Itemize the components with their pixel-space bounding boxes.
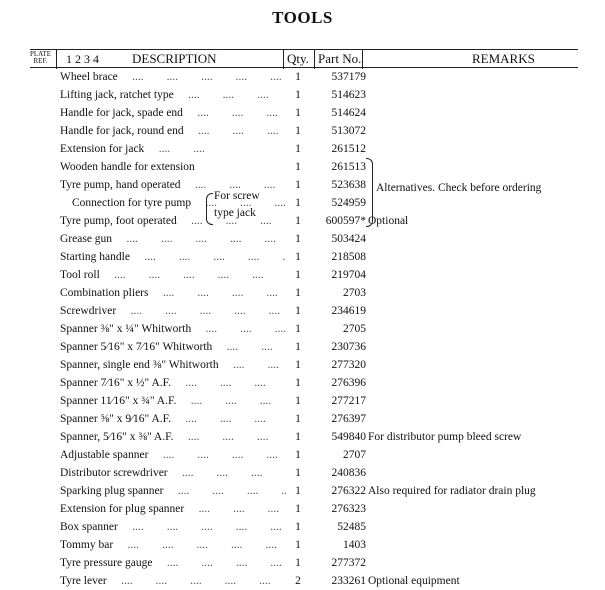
row-qty: 1 [295,341,301,353]
row-part-no: 537179 [331,71,366,83]
row-description: Tommy bar .... [60,536,286,554]
row-description: Box spanner .... [60,518,286,536]
row-qty: 1 [295,431,301,443]
row-part-no: 503424 [331,233,366,245]
alternatives-brace [366,158,373,227]
row-description: Spanner 11⁄16" x ¾" A.F. .... [60,392,286,410]
row-qty: 1 [295,143,301,155]
row-part-no: 1403 [343,539,366,551]
row-part-no: 514624 [331,107,366,119]
row-description: Spanner, single end ⅜" Whitworth .... [60,356,290,374]
table-row [0,284,605,302]
description-header: DESCRIPTION [132,51,217,66]
row-description: Lifting jack, ratchet type .... [60,86,286,104]
row-part-no: 261513 [331,161,366,173]
row-part-no: 549840 [331,431,366,443]
row-qty: 1 [295,377,301,389]
row-part-no: 52485 [337,521,366,533]
table-row [0,140,605,158]
row-part-no: 277217 [331,395,366,407]
row-part-no: 261512 [331,143,366,155]
remarks-header: REMARKS [472,51,535,66]
row-description: Handle for jack, round end .... [60,122,286,140]
header-divider-part [362,49,363,69]
row-part-no: 523638 [331,179,366,191]
row-description: Connection for tyre pump .... [72,194,286,212]
row-description: Spanner 7⁄16" x ½" A.F. .... [60,374,286,392]
row-part-no: 219704 [331,269,366,281]
row-description: Combination pliers .... [60,284,286,302]
table-row [0,320,605,338]
row-qty: 1 [295,89,301,101]
row-description: Tyre lever .... [60,572,286,590]
table-row [0,158,605,176]
row-description: Tyre pump, foot operated .... [60,212,286,230]
row-qty: 1 [295,269,301,281]
row-description: Screwdriver .... [60,302,286,320]
row-qty: 1 [295,413,301,425]
row-qty: 1 [295,359,301,371]
row-qty: 2 [295,575,301,587]
parts-table-body [0,68,605,590]
row-part-no: 513072 [331,125,366,137]
row-part-no: 218508 [331,251,366,263]
row-part-no: 2703 [343,287,366,299]
row-qty: 1 [295,467,301,479]
page-title: TOOLS [272,8,333,27]
row-remark: For distributor pump bleed screw [368,431,522,443]
table-row [0,248,605,266]
table-row [0,446,605,464]
row-description: Extension for plug spanner .... [60,500,286,518]
table-row [0,482,605,500]
row-part-no: 514623 [331,89,366,101]
row-description: Adjustable spanner .... [60,446,286,464]
row-part-no: 524959 [331,197,366,209]
table-row [0,266,605,284]
table-row [0,536,605,554]
table-row [0,230,605,248]
row-description: Spanner ⅝" x 9⁄16" A.F. .... [60,410,286,428]
row-qty: 1 [295,323,301,335]
row-qty: 1 [295,107,301,119]
table-row [0,374,605,392]
row-description: Spanner ⅜" x ¼" Whitworth .... [60,320,290,338]
row-qty: 1 [295,395,301,407]
table-row [0,464,605,482]
column-numbers: 1 2 3 4 [66,52,99,66]
row-remark: Also required for radiator drain plug [368,485,536,497]
row-qty: 1 [295,71,301,83]
for-screw-note: For screw [214,190,260,202]
row-qty: 1 [295,251,301,263]
table-row [0,68,605,86]
table-row [0,338,605,356]
table-header [0,49,605,69]
row-description: Tyre pressure gauge .... [60,554,286,572]
table-row [0,554,605,572]
row-qty: 1 [295,485,301,497]
row-qty: 1 [295,521,301,533]
row-part-no: 277320 [331,359,366,371]
row-qty: 1 [295,557,301,569]
row-description: Tyre pump, hand operated .... [60,176,286,194]
header-divider-desc [283,49,284,69]
table-row [0,122,605,140]
ref-label: REF. [33,57,48,65]
plate-ref-label [30,51,51,65]
row-description: Grease gun .... [60,230,286,248]
row-part-no: 277372 [331,557,366,569]
table-row [0,194,605,212]
table-row [0,428,605,446]
row-part-no: 276396 [331,377,366,389]
row-qty: 1 [295,539,301,551]
table-row [0,302,605,320]
row-part-no: 600597* [325,215,366,227]
row-part-no: 230736 [331,341,366,353]
row-qty: 1 [295,503,301,515]
row-description: Spanner 5⁄16" x 7⁄16" Whitworth .... [60,338,290,356]
row-description: Sparking plug spanner .... [60,482,286,500]
row-description: Spanner, 5⁄16" x ⅜" A.F. .... [60,428,286,446]
row-part-no: 233261 [331,575,366,587]
row-remark: Optional equipment [368,575,460,587]
table-row [0,356,605,374]
table-row [0,392,605,410]
row-description: Handle for jack, spade end .... [60,104,286,122]
header-divider-qty [314,49,315,69]
row-qty: 1 [295,449,301,461]
table-row [0,86,605,104]
row-qty: 1 [295,233,301,245]
table-row [0,572,605,590]
qty-header: Qty. [287,51,309,66]
header-divider-ref [56,49,57,69]
row-part-no: 2705 [343,323,366,335]
table-row [0,500,605,518]
row-part-no: 234619 [331,305,366,317]
table-row [0,212,605,230]
table-row [0,518,605,536]
plate-label: PLATE [30,50,51,58]
row-part-no: 276322 [331,485,366,497]
part-no-header: Part No. [318,51,362,66]
row-qty: 1 [295,161,301,173]
row-part-no: 276397 [331,413,366,425]
alternatives-note: Alternatives. Check before ordering [376,182,542,194]
row-description: Wooden handle for extension .... [60,158,206,176]
table-row [0,104,605,122]
row-part-no: 276323 [331,503,366,515]
row-qty: 1 [295,215,301,227]
row-qty: 1 [295,305,301,317]
table-row [0,410,605,428]
row-qty: 1 [295,179,301,191]
row-description: Wheel brace .... [60,68,286,86]
type-jack-note: type jack [214,207,256,219]
jack-extension-brace [206,193,213,225]
row-remark: Optional [368,215,409,227]
row-part-no: 240836 [331,467,366,479]
row-part-no: 2707 [343,449,366,461]
row-qty: 1 [295,125,301,137]
row-description: Starting handle .... [60,248,286,266]
row-description: Extension for jack .... [60,140,206,158]
row-description: Distributor screwdriver .... [60,464,286,482]
row-qty: 1 [295,287,301,299]
row-description: Tool roll .... [60,266,286,284]
row-qty: 1 [295,197,301,209]
